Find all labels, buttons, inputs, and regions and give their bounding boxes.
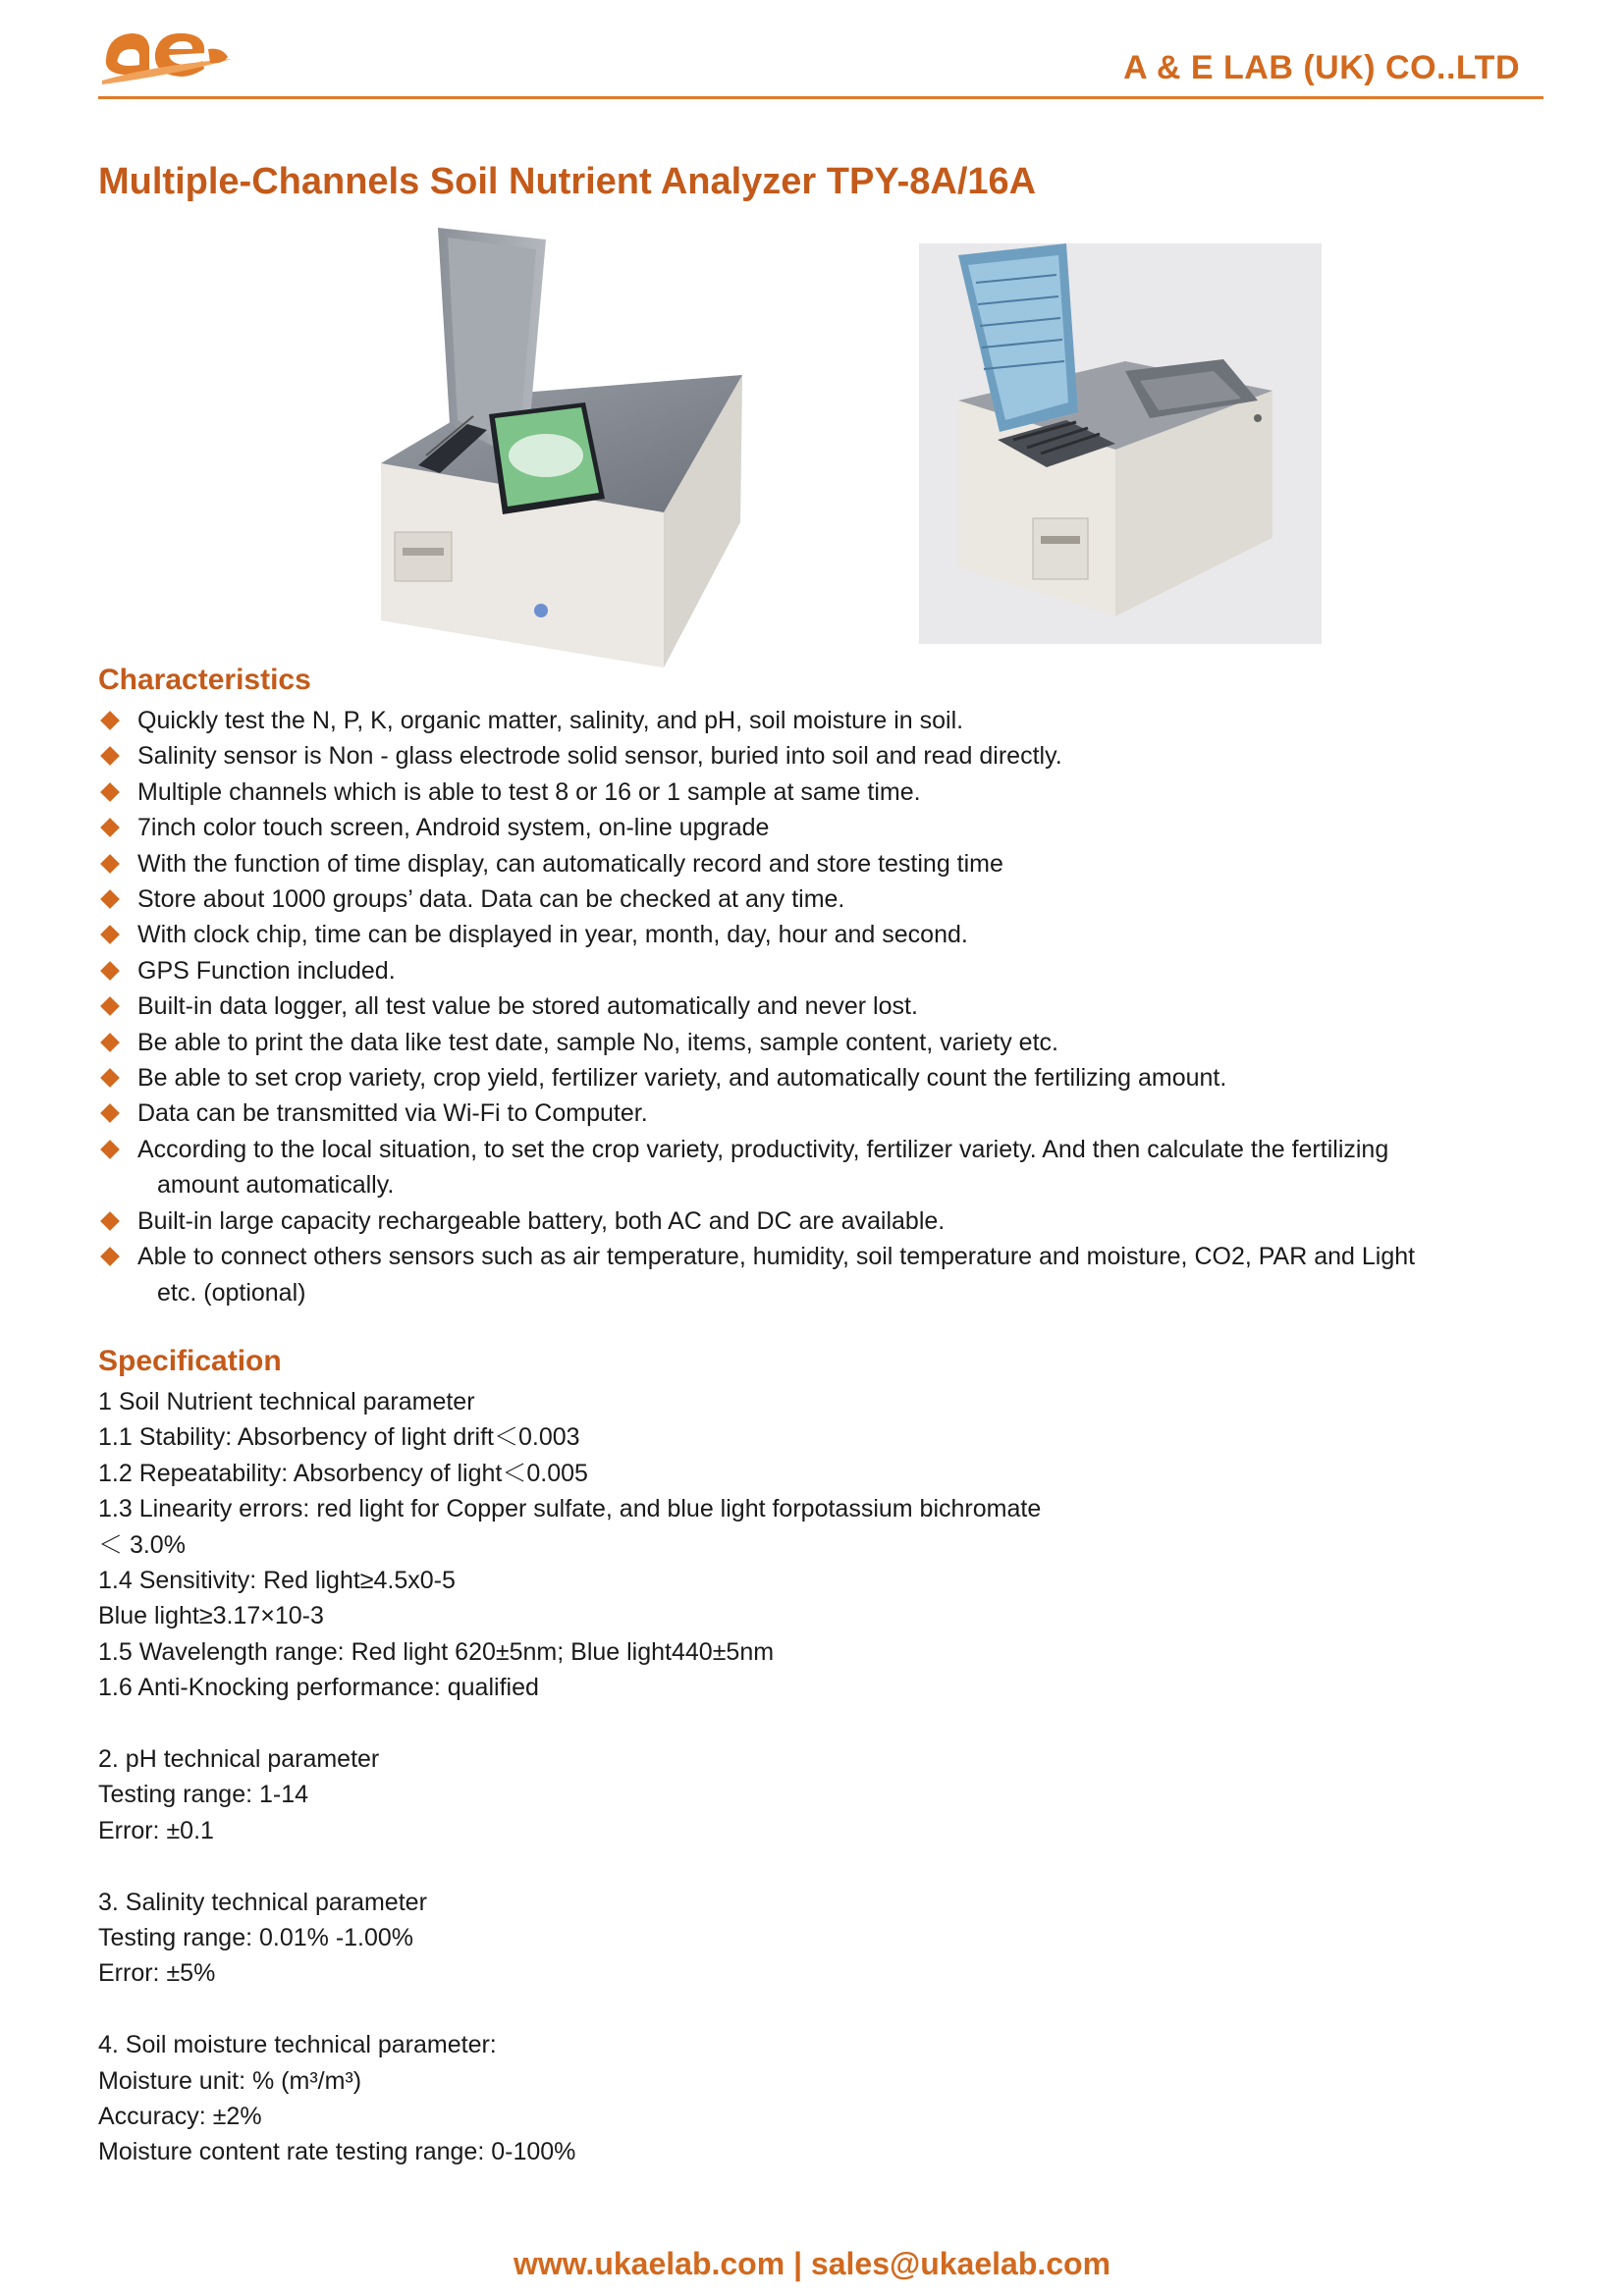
characteristic-text: With clock chip, time can be displayed in year, month, day, hour and second. <box>137 921 968 949</box>
characteristic-text: Data can be transmitted via Wi-Fi to Computer. <box>137 1099 648 1128</box>
header-divider <box>98 96 1543 99</box>
spec-line: 1.6 Anti-Knocking performance: qualified <box>98 1674 539 1702</box>
characteristic-text: Able to connect others sensors such as air temperature, humidity, soil temperature and moisture, CO2, PAR and Light <box>137 1243 1416 1271</box>
company-name: A & E LAB (UK) CO..LTD <box>1123 49 1520 86</box>
spec-line: 1 Soil Nutrient technical parameter <box>98 1388 475 1415</box>
characteristic-item <box>98 881 1551 917</box>
diamond-bullet-icon <box>100 782 120 802</box>
characteristic-item <box>98 1132 1551 1203</box>
diamond-bullet-icon <box>100 1140 120 1159</box>
characteristic-item <box>98 1239 1551 1310</box>
ae-logo-icon <box>98 20 236 88</box>
diamond-bullet-icon <box>100 1211 120 1231</box>
characteristic-item <box>98 988 1551 1024</box>
characteristic-text: Built-in large capacity rechargeable battery, both AC and DC are available. <box>137 1206 946 1235</box>
characteristic-item <box>98 810 1551 845</box>
diamond-bullet-icon <box>100 1033 120 1052</box>
spec-line: Moisture unit: % (m³/m³) <box>98 2066 362 2095</box>
diamond-bullet-icon <box>100 711 120 730</box>
characteristic-text: With the function of time display, can automatically record and store testing time <box>137 849 1003 878</box>
spec-line: Testing range: 1-14 <box>98 1781 309 1809</box>
characteristic-item <box>98 953 1551 988</box>
characteristics-list <box>98 703 1551 1310</box>
diamond-bullet-icon <box>100 961 120 981</box>
spec-line: 3. Salinity technical parameter <box>98 1888 427 1916</box>
spec-spacer <box>98 1992 1551 2027</box>
characteristic-text: GPS Function included. <box>137 956 396 985</box>
spec-spacer <box>98 1706 1551 1741</box>
diamond-bullet-icon <box>100 1247 120 1266</box>
diamond-bullet-icon <box>100 818 120 837</box>
spec-line: Moisture content rate testing range: 0-100% <box>98 2138 576 2166</box>
characteristic-item <box>98 738 1551 774</box>
characteristic-item <box>98 1060 1551 1095</box>
product-photo-open <box>919 243 1322 644</box>
product-photo-front <box>379 228 752 669</box>
specification-heading: Specification <box>98 1345 282 1377</box>
characteristic-text: Store about 1000 groups’ data. Data can be checked at any time. <box>137 885 845 914</box>
spec-line: 1.3 Linearity errors: red light for Copper sulfate, and blue light forpotassium bichromate <box>98 1495 1042 1523</box>
page-header <box>98 20 1543 100</box>
spec-line: 4. Soil moisture technical parameter: <box>98 2031 497 2059</box>
characteristic-text-continued: amount automatically. <box>157 1171 395 1200</box>
page-title: Multiple-Channels Soil Nutrient Analyzer TPY-8A/16A <box>98 161 1037 202</box>
characteristic-text: Multiple channels which is able to test 8 or 16 or 1 sample at same time. <box>137 777 921 806</box>
characteristic-text: Salinity sensor is Non - glass electrode solid sensor, buried into soil and read directly. <box>137 742 1062 771</box>
spec-line: Testing range: 0.01% -1.00% <box>98 1924 414 1952</box>
characteristic-item <box>98 846 1551 881</box>
characteristic-text: Be able to print the data like test date, sample No, items, sample content, variety etc. <box>137 1028 1058 1056</box>
characteristic-item <box>98 703 1551 738</box>
spec-line: Blue light≥3.17×10-3 <box>98 1602 324 1630</box>
characteristic-text: 7inch color touch screen, Android system, on-line upgrade <box>137 814 770 842</box>
diamond-bullet-icon <box>100 854 120 874</box>
characteristic-text: According to the local situation, to set the crop variety, productivity, fertilizer variety. And then calculate the fertilizing <box>137 1135 1389 1163</box>
characteristic-item <box>98 774 1551 810</box>
spec-line: 2. pH technical parameter <box>98 1745 380 1774</box>
characteristic-item <box>98 917 1551 952</box>
footer-contact: www.ukaelab.com | sales@ukaelab.com <box>513 2246 1111 2281</box>
spec-line: Accuracy: ±2% <box>98 2103 262 2131</box>
spec-line: Error: ±0.1 <box>98 1816 214 1844</box>
characteristic-text-continued: etc. (optional) <box>157 1278 306 1307</box>
spec-line: 1.4 Sensitivity: Red light≥4.5x0-5 <box>98 1567 456 1595</box>
spec-line: 1.1 Stability: Absorbency of light drift＜0.003 <box>98 1423 580 1452</box>
spec-line: ＜ 3.0% <box>98 1530 186 1559</box>
diamond-bullet-icon <box>100 1104 120 1124</box>
specification-list <box>98 1384 1551 2170</box>
characteristic-text: Built-in data logger, all test value be stored automatically and never lost. <box>137 992 918 1021</box>
characteristic-item <box>98 1025 1551 1060</box>
characteristic-text: Be able to set crop variety, crop yield, fertilizer variety, and automatically count the fertilizing amount. <box>137 1064 1227 1093</box>
diamond-bullet-icon <box>100 747 120 767</box>
diamond-bullet-icon <box>100 1068 120 1088</box>
spec-spacer <box>98 1848 1551 1884</box>
characteristic-item <box>98 1203 1551 1239</box>
spec-line: 1.5 Wavelength range: Red light 620±5nm; Blue light440±5nm <box>98 1637 775 1666</box>
diamond-bullet-icon <box>100 926 120 945</box>
spec-line: 1.2 Repeatability: Absorbency of light＜0.005 <box>98 1459 588 1487</box>
diamond-bullet-icon <box>100 889 120 909</box>
characteristics-heading: Characteristics <box>98 664 311 696</box>
characteristic-text: Quickly test the N, P, K, organic matter, salinity, and pH, soil moisture in soil. <box>137 707 964 734</box>
characteristic-item <box>98 1095 1551 1131</box>
diamond-bullet-icon <box>100 996 120 1016</box>
spec-line: Error: ±5% <box>98 1959 216 1988</box>
